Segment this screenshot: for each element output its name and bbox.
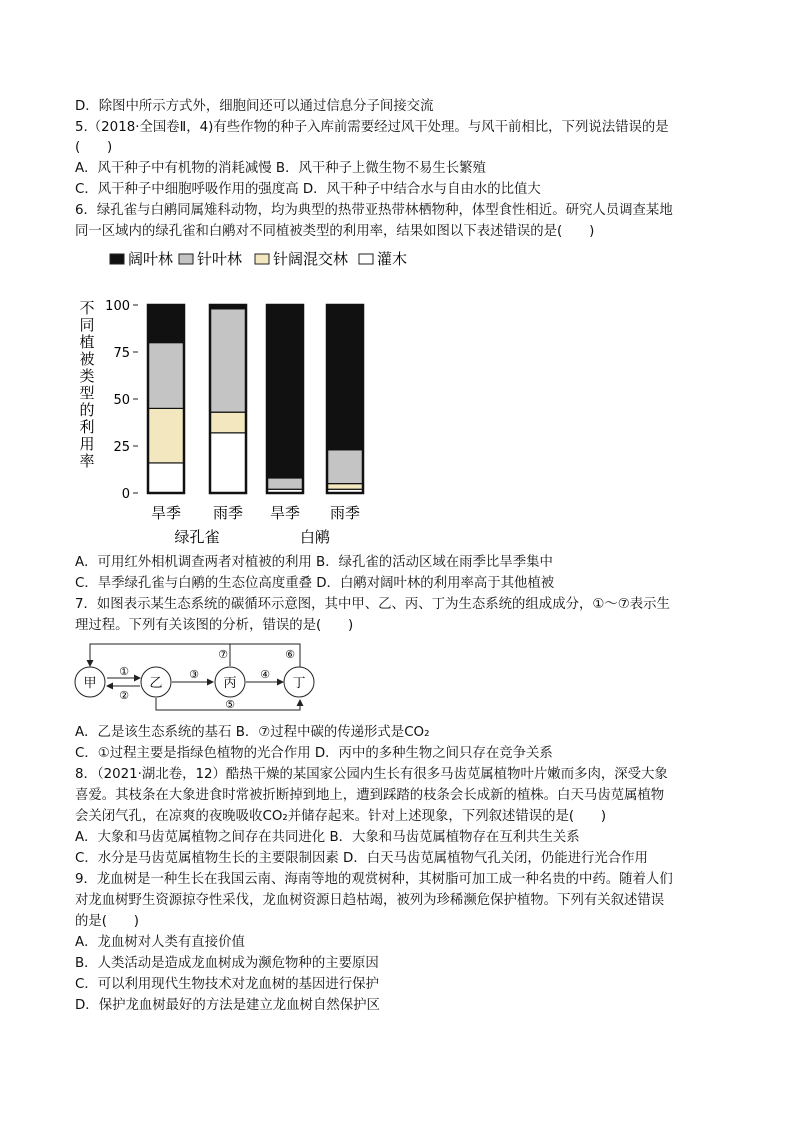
q4-option-d: D．除图中所示方式外，细胞间还可以通过信息分子间接交流 [75,99,434,114]
bar-segment-2-2 [267,478,303,489]
q9-stem-line1: 9．龙血树是一种生长在我国云南、海南等地的观赏树种，其树脂可加工成一种名贵的中药。随着人们 [75,872,673,887]
bar-segment-2-3 [267,305,303,478]
y-label-char-2: 植 [79,333,95,351]
q8-stem-line3: 会关闭气孔，在凉爽的夜晚吸收CO₂并储存起来。针对上述现象，下列叙述错误的是( ) [75,809,607,824]
bar-segment-0-0 [148,463,184,493]
bar-segment-0-1 [148,408,184,463]
legend-swatch-2 [255,254,269,264]
q7-options-cd: C．①过程主要是指绿色植物的光合作用 D．丙中的多种生物之间只存在竞争关系 [75,746,553,761]
q5-options-cd: C．风干种子中细胞呼吸作用的强度高 D．风干种子中结合水与自由水的比值大 [75,182,541,197]
x-tick-label-2: 旱季 [269,504,301,522]
q6-stacked-bar-chart [75,245,455,550]
process-label-7: ⑦ [218,648,228,661]
q7-stem-line2: 理过程。下列有关该图的分析，错误的是( ) [75,618,354,633]
q7-options-ab: A．乙是该生态系统的基石 B．⑦过程中碳的传递形式是CO₂ [75,725,430,740]
y-label-char-1: 同 [79,316,95,334]
legend-swatch-1 [179,254,193,264]
node-jia-label: 甲 [83,676,97,691]
legend-label-0: 阔叶林 [128,250,174,268]
q8-stem-line1: 8．（2021·湖北卷，12）酷热干燥的某国家公园内生长有很多马齿苋属植物叶片嫩而多肉，深受大象 [75,767,668,782]
y-label-char-8: 用 [79,435,95,453]
q9-option-b: B．人类活动是造成龙血树成为濒危物种的主要原因 [75,956,379,971]
node-bing-label: 丙 [223,676,237,691]
q5-stem: 5.（2018·全国卷Ⅱ，4)有些作物的种子入库前需要经过风干处理。与风干前相比，下列说法错误的是 [75,120,669,135]
y-label-char-9: 率 [79,452,95,470]
q9-option-c: C．可以利用现代生物技术对龙血树的基因进行保护 [75,977,379,992]
y-label-char-3: 被 [79,350,95,368]
q7-stem-line1: 7．如图表示某生态系统的碳循环示意图，其中甲、乙、丙、丁为生态系统的组成成分，①～⑦表示生 [75,597,670,612]
bar-segment-3-3 [327,305,363,450]
node-yi-label: 乙 [149,676,163,691]
bar-segment-3-1 [327,484,363,490]
process-label-5: ⑤ [225,698,235,711]
q9-option-d: D．保护龙血树最好的方法是建立龙血树自然保护区 [75,998,380,1013]
carbon-cycle-diagram [70,638,320,720]
bar-segment-1-1 [210,412,246,433]
chart-legend [110,250,407,268]
bar-segment-3-2 [327,450,363,484]
legend-label-3: 灌木 [377,250,408,268]
x-tick-label-0: 旱季 [150,504,182,522]
node-ding-label: 丁 [292,676,306,691]
bar-segment-1-0 [210,433,246,493]
bar-segment-0-3 [148,305,184,343]
x-tick-label-1: 雨季 [212,504,244,522]
legend-swatch-0 [110,254,124,264]
y-label-char-6: 的 [79,401,95,419]
bar-segment-1-2 [210,309,246,412]
q6-stem-line1: 6．绿孔雀与白鹇同属雉科动物，均为典型的热带亚热带林栖物种，体型食性相近。研究人员调查某地 [75,203,673,218]
y-tick-label-1: 25 [113,440,130,455]
y-tick-label-0: 0 [121,487,130,502]
y-tick-label-4: 100 [105,299,130,314]
y-label-char-4: 类 [79,367,95,385]
q8-options-ab: A．大象和马齿苋属植物之间存在共同进化 B．大象和马齿苋属植物存在互利共生关系 [75,830,580,845]
y-label-char-5: 型 [79,384,95,402]
q6-stem-line2: 同一区域内的绿孔雀和白鹇对不同植被类型的利用率，结果如图以下表述错误的是( ) [75,224,595,239]
q8-stem-line2: 喜爱。其枝条在大象进食时常被折断掉到地上，遭到踩踏的枝条会长成新的植株。白天马齿苋属植物 [75,788,665,803]
q6-options-ab: A．可用红外相机调查两者对植被的利用 B．绿孔雀的活动区域在雨季比旱季集中 [75,555,553,570]
q6-options-cd: C．旱季绿孔雀与白鹇的生态位高度重叠 D．白鹇对阔叶林的利用率高于其他植被 [75,576,555,591]
legend-label-2: 针阔混交林 [273,250,349,268]
q9-stem-line2: 对龙血树野生资源掠夺性采伐，龙血树资源日趋枯竭，被列为珍稀濒危保护植物。下列有关叙述错误 [75,893,665,908]
y-label-char-7: 利 [79,418,95,436]
legend-swatch-3 [359,254,373,264]
process-label-6: ⑥ [285,648,295,661]
process-label-2: ② [119,689,129,702]
q8-options-cd: C．水分是马齿苋属植物生长的主要限制因素 D．白天马齿苋属植物气孔关闭，仍能进行光合作用 [75,851,648,866]
x-tick-label-3: 雨季 [329,504,361,522]
process-label-3: ③ [189,668,199,681]
process-label-1: ① [119,665,129,678]
group-label-1: 白鹇 [299,528,331,546]
y-axis-ticks [105,299,138,502]
chart-bars [148,305,363,493]
q9-stem-line3: 的是( ) [75,914,140,929]
process-label-4: ④ [260,668,270,681]
q5-options-ab: A．风干种子中有机物的消耗减慢 B．风干种子上微生物不易生长繁殖 [75,161,486,176]
group-label-0: 绿孔雀 [174,528,220,546]
y-tick-label-2: 50 [113,393,130,408]
q9-option-a: A．龙血树对人类有直接价值 [75,935,245,950]
legend-label-1: 针叶林 [197,250,243,268]
bar-segment-0-2 [148,343,184,409]
y-tick-label-3: 75 [113,346,130,361]
y-label-char-0: 不 [79,299,95,317]
y-axis-label [79,299,94,470]
x-axis-labels [151,504,360,546]
q5-answer-paren: ( ) [75,140,113,155]
